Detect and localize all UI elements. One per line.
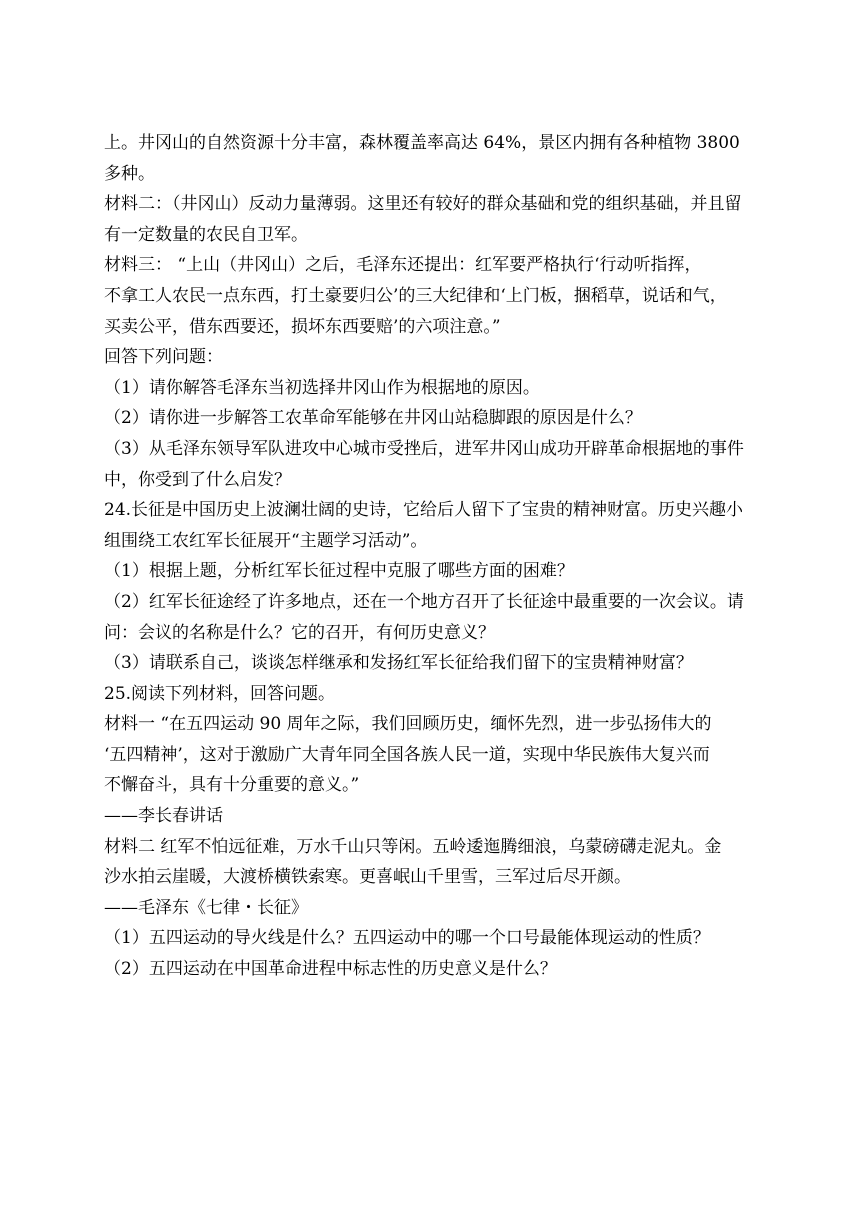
text-line: 上。井冈山的自然资源十分丰富，森林覆盖率高达 64%，景区内拥有各种植物 3800: [104, 133, 740, 153]
text-line: 不懈奋斗，具有十分重要的意义。”: [104, 775, 360, 796]
text-line: 材料三： “上山（井冈山）之后，毛泽东还提出：红军要严格执行‘行动听指挥，: [104, 255, 702, 276]
attribution-line: ——李长春讲话: [104, 806, 223, 827]
question-line: （3）请联系自己，谈谈怎样继承和发扬红军长征给我们留下的宝贵精神财富？: [104, 653, 693, 674]
text-line: 买卖公平，借东西要还，损坏东西要赔’的六项注意。”: [104, 316, 501, 337]
text-line: 多种。: [104, 163, 155, 184]
text-line: 材料二 红军不怕远征难，万水千山只等闲。五岭逶迤腾细浪，乌蒙磅礴走泥丸。金: [104, 836, 722, 857]
question-line: （2）红军长征途经了许多地点，还在一个地方召开了长征途中最重要的一次会议。请: [104, 591, 744, 612]
section-heading: 25.阅读下列材料，回答问题。: [104, 683, 336, 704]
text-line: 组围绕工农红军长征展开“主题学习活动”。: [104, 530, 428, 551]
question-line: （3）从毛泽东领导军队进攻中心城市受挫后，进军井冈山成功开辟革命根据地的事件: [104, 438, 744, 459]
document-body: [104, 128, 768, 985]
text-line: 有一定数量的农民自卫军。: [104, 224, 308, 245]
question-line: （2）五四运动在中国革命进程中标志性的历史意义是什么？: [104, 959, 557, 980]
text-line: 不拿工人农民一点东西，打土豪要归公’的三大纪律和‘上门板，捆稻草，说话和气，: [104, 285, 727, 306]
text-line: 材料一 “在五四运动 90 周年之际，我们回顾历史，缅怀先烈，进一步弘扬伟大的: [104, 714, 712, 735]
question-line: （1）请你解答毛泽东当初选择井冈山作为根据地的原因。: [104, 377, 540, 398]
text-line: 材料二：（井冈山）反动力量薄弱。这里还有较好的群众基础和党的组织基础，并且留: [104, 194, 742, 215]
question-line: （2）请你进一步解答工农革命军能够在井冈山站稳脚跟的原因是什么？: [104, 408, 642, 429]
attribution-line: ——毛泽东《七律・长征》: [104, 897, 308, 918]
question-line: （1）五四运动的导火线是什么？五四运动中的哪一个口号最能体现运动的性质？: [104, 928, 710, 949]
text-line: 回答下列问题：: [104, 347, 223, 368]
question-line: 中，你受到了什么启发？: [104, 469, 291, 490]
section-heading: 24.长征是中国历史上波澜壮阔的史诗，它给后人留下了宝贵的精神财富。历史兴趣小: [104, 500, 744, 521]
text-line: 沙水拍云崖暖，大渡桥横铁索寒。更喜岷山千里雪，三军过后尽开颜。: [104, 867, 631, 888]
question-line: （1）根据上题，分析红军长征过程中克服了哪些方面的困难？: [104, 561, 574, 582]
question-line: 问：会议的名称是什么？它的召开，有何历史意义？: [104, 622, 495, 643]
text-line: ‘五四精神’，这对于激励广大青年同全国各族人民一道，实现中华民族伟大复兴而: [104, 744, 710, 765]
